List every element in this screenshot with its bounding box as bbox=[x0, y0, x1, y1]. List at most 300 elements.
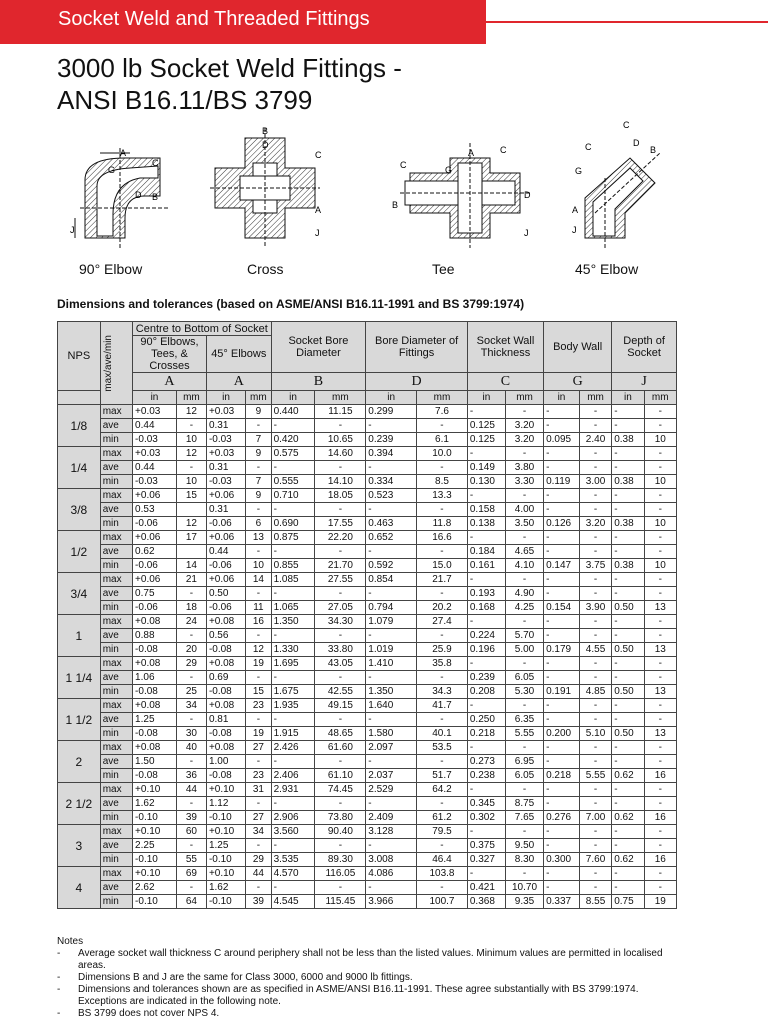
table-cell: 2.097 bbox=[366, 741, 417, 755]
table-cell: - bbox=[366, 419, 417, 433]
table-cell: - bbox=[271, 671, 315, 685]
table-cell: - bbox=[579, 419, 611, 433]
header-unit: in bbox=[271, 391, 315, 405]
row-type-cell: min bbox=[100, 685, 132, 699]
table-cell: 11.15 bbox=[315, 405, 366, 419]
table-cell: - bbox=[505, 615, 543, 629]
table-row bbox=[58, 573, 677, 587]
table-cell: 9 bbox=[246, 447, 271, 461]
table-cell: - bbox=[579, 867, 611, 881]
table-cell: 0.38 bbox=[612, 475, 644, 489]
table-cell: - bbox=[246, 545, 271, 559]
row-type-cell: min bbox=[100, 475, 132, 489]
table-cell: -0.10 bbox=[133, 811, 177, 825]
table-cell: 0.592 bbox=[366, 559, 417, 573]
table-cell: - bbox=[315, 587, 366, 601]
table-cell: 4.545 bbox=[271, 895, 315, 909]
table-cell: - bbox=[612, 447, 644, 461]
table-cell: - bbox=[467, 825, 505, 839]
header-banner bbox=[0, 0, 486, 44]
table-cell: 10.65 bbox=[315, 433, 366, 447]
table-cell: - bbox=[544, 419, 580, 433]
table-cell: 0.75 bbox=[612, 895, 644, 909]
table-row bbox=[58, 825, 677, 839]
table-cell: - bbox=[315, 461, 366, 475]
table-cell: 0.50 bbox=[612, 643, 644, 657]
table-cell: 34.30 bbox=[315, 615, 366, 629]
table-cell: 25 bbox=[176, 685, 206, 699]
table-cell: - bbox=[644, 405, 676, 419]
row-type-cell: min bbox=[100, 727, 132, 741]
table-cell: - bbox=[612, 839, 644, 853]
table-cell: 7.6 bbox=[417, 405, 468, 419]
table-row bbox=[58, 461, 677, 475]
header-letter-a1: A bbox=[133, 373, 207, 391]
table-cell: - bbox=[612, 699, 644, 713]
table-cell: -0.08 bbox=[206, 727, 245, 741]
table-cell: 4.10 bbox=[505, 559, 543, 573]
table-cell: 15 bbox=[176, 489, 206, 503]
table-cell: 39 bbox=[246, 895, 271, 909]
table-cell: - bbox=[505, 573, 543, 587]
table-cell: -0.08 bbox=[133, 643, 177, 657]
table-cell: - bbox=[366, 713, 417, 727]
table-cell: - bbox=[612, 755, 644, 769]
table-cell: - bbox=[644, 839, 676, 853]
table-cell: 1.640 bbox=[366, 699, 417, 713]
table-cell: - bbox=[467, 447, 505, 461]
table-cell: - bbox=[176, 461, 206, 475]
row-type-cell: ave bbox=[100, 545, 132, 559]
header-nps-spacer bbox=[58, 391, 101, 405]
table-cell: 49.15 bbox=[315, 699, 366, 713]
table-cell: 0.125 bbox=[467, 433, 505, 447]
table-cell: - bbox=[579, 461, 611, 475]
label-a-elbow45: A bbox=[572, 205, 579, 215]
table-cell: 24 bbox=[176, 615, 206, 629]
label-d-elbow90: D bbox=[135, 190, 142, 200]
table-cell: 27.55 bbox=[315, 573, 366, 587]
table-row bbox=[58, 797, 677, 811]
table-cell: 39 bbox=[176, 811, 206, 825]
table-cell: 11.8 bbox=[417, 517, 468, 531]
table-cell: 3.008 bbox=[366, 853, 417, 867]
row-type-cell: ave bbox=[100, 419, 132, 433]
table-cell: - bbox=[417, 587, 468, 601]
label-c2-elbow45: C bbox=[585, 142, 592, 152]
table-cell: - bbox=[246, 797, 271, 811]
table-cell: 0.302 bbox=[467, 811, 505, 825]
table-cell: 0.440 bbox=[271, 405, 315, 419]
header-rule bbox=[486, 21, 768, 23]
table-cell: 27 bbox=[246, 811, 271, 825]
table-cell: 0.88 bbox=[133, 629, 177, 643]
label-d-cross: D bbox=[262, 140, 269, 150]
header-unit: in bbox=[366, 391, 417, 405]
table-cell: - bbox=[366, 797, 417, 811]
note-2: Dimensions B and J are the same for Class 3000, 6000 and 9000 lb fittings. bbox=[78, 972, 413, 983]
label-d-tee: D bbox=[524, 190, 531, 200]
table-cell: 51.7 bbox=[417, 769, 468, 783]
table-cell: - bbox=[417, 881, 468, 895]
row-type-cell: max bbox=[100, 657, 132, 671]
table-cell: 1.915 bbox=[271, 727, 315, 741]
table-cell: 3.80 bbox=[505, 461, 543, 475]
table-cell: 0.875 bbox=[271, 531, 315, 545]
caption-tee: Tee bbox=[432, 261, 455, 277]
table-cell: - bbox=[579, 405, 611, 419]
table-cell: - bbox=[579, 755, 611, 769]
label-a-tee: A bbox=[468, 148, 475, 158]
table-cell: 1.065 bbox=[271, 601, 315, 615]
row-type-cell: min bbox=[100, 517, 132, 531]
table-cell: - bbox=[644, 797, 676, 811]
table-row bbox=[58, 587, 677, 601]
table-cell: - bbox=[176, 587, 206, 601]
table-cell: 0.53 bbox=[133, 503, 177, 517]
table-cell: 0.300 bbox=[544, 853, 580, 867]
table-cell: 20 bbox=[176, 643, 206, 657]
table-cell: 0.239 bbox=[467, 671, 505, 685]
table-cell: 1.50 bbox=[133, 755, 177, 769]
table-cell: - bbox=[579, 839, 611, 853]
header-unit: in bbox=[133, 391, 177, 405]
table-cell: 0.154 bbox=[544, 601, 580, 615]
table-cell: 13 bbox=[246, 531, 271, 545]
header-unit: in bbox=[206, 391, 245, 405]
header-maxavemin: max/ave/min bbox=[100, 322, 132, 405]
table-cell: - bbox=[315, 797, 366, 811]
table-cell: - bbox=[505, 783, 543, 797]
table-cell: - bbox=[176, 629, 206, 643]
table-row bbox=[58, 769, 677, 783]
table-cell: 64.2 bbox=[417, 783, 468, 797]
table-cell: 2.906 bbox=[271, 811, 315, 825]
nps-cell: 1 1/4 bbox=[58, 657, 101, 699]
table-cell: 31 bbox=[246, 783, 271, 797]
nps-cell: 1/4 bbox=[58, 447, 101, 489]
table-cell: 1.085 bbox=[271, 573, 315, 587]
table-row bbox=[58, 489, 677, 503]
table-cell: 15 bbox=[246, 685, 271, 699]
table-cell: - bbox=[417, 713, 468, 727]
table-cell: 12 bbox=[176, 517, 206, 531]
table-cell: - bbox=[612, 419, 644, 433]
table-cell: - bbox=[612, 867, 644, 881]
table-cell: 1.62 bbox=[206, 881, 245, 895]
table-cell: -0.08 bbox=[133, 685, 177, 699]
table-cell: - bbox=[644, 699, 676, 713]
table-cell: 0.161 bbox=[467, 559, 505, 573]
label-j-cross: J bbox=[315, 228, 320, 238]
table-row bbox=[58, 783, 677, 797]
header-unit: mm bbox=[417, 391, 468, 405]
table-cell: - bbox=[579, 629, 611, 643]
table-cell: - bbox=[544, 797, 580, 811]
note-3: Dimensions and tolerances shown are as specified in ASME/ANSI B16.11-1991. These agree substantially with BS 3799:1974. Exceptions are indicated in the following note. bbox=[78, 984, 639, 1007]
row-type-cell: min bbox=[100, 853, 132, 867]
table-cell: -0.06 bbox=[206, 559, 245, 573]
header-letter-c: C bbox=[467, 373, 543, 391]
table-cell: 1.06 bbox=[133, 671, 177, 685]
table-row bbox=[58, 517, 677, 531]
table-row bbox=[58, 671, 677, 685]
table-cell: 7 bbox=[246, 433, 271, 447]
label-a-cross: A bbox=[315, 205, 322, 215]
table-cell: - bbox=[612, 741, 644, 755]
table-cell: - bbox=[246, 503, 271, 517]
header-unit: mm bbox=[315, 391, 366, 405]
table-cell: 6.35 bbox=[505, 713, 543, 727]
table-cell: - bbox=[612, 629, 644, 643]
table-cell: 0.50 bbox=[612, 727, 644, 741]
nps-cell: 3/8 bbox=[58, 489, 101, 531]
table-cell: - bbox=[176, 755, 206, 769]
table-cell: 17.55 bbox=[315, 517, 366, 531]
table-cell: 2.406 bbox=[271, 769, 315, 783]
table-cell: - bbox=[467, 489, 505, 503]
table-cell: +0.08 bbox=[133, 615, 177, 629]
table-cell: 61.10 bbox=[315, 769, 366, 783]
table-cell: - bbox=[366, 839, 417, 853]
table-cell: - bbox=[612, 545, 644, 559]
table-cell: +0.03 bbox=[133, 405, 177, 419]
table-cell: - bbox=[579, 741, 611, 755]
label-b-elbow45: B bbox=[650, 145, 657, 155]
table-cell: 2.529 bbox=[366, 783, 417, 797]
header-letter-g: G bbox=[544, 373, 612, 391]
table-cell: 60 bbox=[176, 825, 206, 839]
table-cell: - bbox=[505, 699, 543, 713]
table-cell: 21 bbox=[176, 573, 206, 587]
table-cell: - bbox=[246, 755, 271, 769]
table-cell: 0.238 bbox=[467, 769, 505, 783]
table-cell: - bbox=[246, 671, 271, 685]
table-cell: - bbox=[176, 671, 206, 685]
header-depth: Depth of Socket bbox=[612, 322, 677, 373]
row-type-cell: ave bbox=[100, 461, 132, 475]
table-cell: - bbox=[246, 713, 271, 727]
table-cell: - bbox=[544, 699, 580, 713]
table-cell: 1.330 bbox=[271, 643, 315, 657]
table-cell: - bbox=[544, 867, 580, 881]
row-type-cell: max bbox=[100, 615, 132, 629]
table-row bbox=[58, 755, 677, 769]
table-cell: - bbox=[315, 545, 366, 559]
table-row bbox=[58, 867, 677, 881]
table-cell: - bbox=[644, 447, 676, 461]
table-cell: 6.05 bbox=[505, 769, 543, 783]
table-cell: - bbox=[612, 489, 644, 503]
table-cell: 17 bbox=[176, 531, 206, 545]
row-type-cell: min bbox=[100, 433, 132, 447]
header-letter-b: B bbox=[271, 373, 366, 391]
table-cell: 2.62 bbox=[133, 881, 177, 895]
table-cell: - bbox=[544, 671, 580, 685]
table-cell: 74.45 bbox=[315, 783, 366, 797]
table-cell: -0.06 bbox=[206, 517, 245, 531]
table-cell: 0.095 bbox=[544, 433, 580, 447]
table-cell: - bbox=[417, 629, 468, 643]
table-cell: 0.31 bbox=[206, 503, 245, 517]
table-cell: 0.375 bbox=[467, 839, 505, 853]
table-cell: 0.575 bbox=[271, 447, 315, 461]
table-cell: -0.08 bbox=[206, 769, 245, 783]
table-cell: - bbox=[271, 755, 315, 769]
nps-cell: 3/4 bbox=[58, 573, 101, 615]
table-cell: 10 bbox=[246, 559, 271, 573]
table-cell: 0.50 bbox=[612, 685, 644, 699]
row-type-cell: min bbox=[100, 643, 132, 657]
table-cell: - bbox=[612, 657, 644, 671]
table-cell: - bbox=[544, 629, 580, 643]
label-d-elbow45: D bbox=[633, 138, 640, 148]
table-cell: 5.55 bbox=[579, 769, 611, 783]
table-cell: 0.168 bbox=[467, 601, 505, 615]
table-cell: - bbox=[505, 531, 543, 545]
table-cell: - bbox=[644, 587, 676, 601]
table-cell: - bbox=[467, 531, 505, 545]
header-letter-a2: A bbox=[206, 373, 271, 391]
table-cell: - bbox=[644, 489, 676, 503]
row-type-cell: min bbox=[100, 811, 132, 825]
label-j-elbow90: J bbox=[70, 225, 75, 235]
table-cell: 12 bbox=[246, 643, 271, 657]
table-cell: - bbox=[544, 741, 580, 755]
header-unit: in bbox=[612, 391, 644, 405]
table-cell: 0.62 bbox=[133, 545, 177, 559]
table-cell: - bbox=[246, 839, 271, 853]
table-cell: - bbox=[505, 447, 543, 461]
table-cell: - bbox=[417, 755, 468, 769]
header-centre: Centre to Bottom of Socket bbox=[133, 322, 272, 336]
notes: Notes - Average socket wall thickness C around periphery shall not be less than the listed values. Minimum values are permitted in localised areas. - Dimensions B and J are the same for Class 3000, 6000 and 9000 lb fittings. - Dimensions and tolerances shown are as specified in ASME/ANSI B16.11-1991. These agree substantially with BS 3799:1974. Exceptions are indicated in the following note. - BS 3799 does not cover NPS 4. bbox=[57, 936, 687, 1020]
label-b-elbow90: B bbox=[152, 192, 159, 202]
table-cell: 8.5 bbox=[417, 475, 468, 489]
table-cell: 40 bbox=[176, 741, 206, 755]
label-c-tee: C bbox=[400, 160, 407, 170]
table-cell: - bbox=[544, 531, 580, 545]
table-cell: - bbox=[176, 713, 206, 727]
table-cell: - bbox=[271, 881, 315, 895]
table-cell: +0.08 bbox=[206, 741, 245, 755]
table-cell: 1.410 bbox=[366, 657, 417, 671]
table-cell: - bbox=[176, 419, 206, 433]
table-cell: - bbox=[467, 573, 505, 587]
table-cell: - bbox=[366, 503, 417, 517]
table-cell: 13 bbox=[644, 685, 676, 699]
table-cell: 1.079 bbox=[366, 615, 417, 629]
table-cell: 3.90 bbox=[579, 601, 611, 615]
table-cell: 0.50 bbox=[612, 601, 644, 615]
table-cell: 22.20 bbox=[315, 531, 366, 545]
table-cell: - bbox=[579, 713, 611, 727]
table-cell: - bbox=[644, 657, 676, 671]
table-cell: - bbox=[176, 797, 206, 811]
table-cell: 1.12 bbox=[206, 797, 245, 811]
section-title: Dimensions and tolerances (based on ASME/ANSI B16.11-1991 and BS 3799:1974) bbox=[57, 297, 525, 311]
table-cell: -0.10 bbox=[206, 895, 245, 909]
notes-title: Notes bbox=[57, 936, 84, 947]
table-cell: 12 bbox=[176, 405, 206, 419]
table-cell: 1.675 bbox=[271, 685, 315, 699]
table-cell: - bbox=[417, 545, 468, 559]
table-cell: -0.03 bbox=[133, 475, 177, 489]
table-cell: 0.394 bbox=[366, 447, 417, 461]
table-row bbox=[58, 615, 677, 629]
table-cell: 0.50 bbox=[206, 587, 245, 601]
table-cell: 89.30 bbox=[315, 853, 366, 867]
table-cell bbox=[176, 503, 206, 517]
table-cell: - bbox=[366, 881, 417, 895]
table-cell: - bbox=[644, 867, 676, 881]
table-cell: -0.10 bbox=[133, 853, 177, 867]
table-cell: 14.10 bbox=[315, 475, 366, 489]
table-cell: - bbox=[579, 447, 611, 461]
table-cell: - bbox=[467, 741, 505, 755]
table-cell: - bbox=[366, 629, 417, 643]
table-row bbox=[58, 713, 677, 727]
table-cell: 4.85 bbox=[579, 685, 611, 699]
row-type-cell: max bbox=[100, 867, 132, 881]
table-cell: 0.149 bbox=[467, 461, 505, 475]
table-cell: 0.138 bbox=[467, 517, 505, 531]
table-cell: 0.710 bbox=[271, 489, 315, 503]
table-cell: - bbox=[579, 615, 611, 629]
table-cell: - bbox=[271, 797, 315, 811]
table-cell: 3.20 bbox=[579, 517, 611, 531]
table-cell: - bbox=[644, 615, 676, 629]
table-cell: 0.854 bbox=[366, 573, 417, 587]
table-cell: -0.10 bbox=[133, 895, 177, 909]
table-cell: 3.50 bbox=[505, 517, 543, 531]
row-type-cell: ave bbox=[100, 881, 132, 895]
table-cell: 16 bbox=[246, 615, 271, 629]
table-cell: - bbox=[579, 545, 611, 559]
table-cell: - bbox=[315, 503, 366, 517]
table-cell: - bbox=[271, 545, 315, 559]
label-j-elbow45: J bbox=[572, 225, 577, 235]
table-cell: - bbox=[366, 545, 417, 559]
table-cell: +0.06 bbox=[206, 531, 245, 545]
header-elbows45: 45° Elbows bbox=[206, 336, 271, 373]
table-cell: - bbox=[544, 615, 580, 629]
table-cell: 5.10 bbox=[579, 727, 611, 741]
table-cell: - bbox=[544, 755, 580, 769]
table-cell: 7.60 bbox=[579, 853, 611, 867]
table-cell: 3.128 bbox=[366, 825, 417, 839]
table-cell: 8.55 bbox=[579, 895, 611, 909]
table-cell: 0.125 bbox=[467, 419, 505, 433]
table-cell: 23 bbox=[246, 699, 271, 713]
table-cell: 0.523 bbox=[366, 489, 417, 503]
table-cell: 21.70 bbox=[315, 559, 366, 573]
table-cell: 1.350 bbox=[271, 615, 315, 629]
table-cell: +0.10 bbox=[206, 783, 245, 797]
table-cell: +0.03 bbox=[133, 447, 177, 461]
table-cell: - bbox=[612, 587, 644, 601]
table-cell: - bbox=[505, 657, 543, 671]
header-elbows90: 90° Elbows, Tees, & Crosses bbox=[133, 336, 207, 373]
table-cell: - bbox=[315, 755, 366, 769]
nps-cell: 2 1/2 bbox=[58, 783, 101, 825]
table-cell: 0.218 bbox=[467, 727, 505, 741]
table-cell: 16 bbox=[644, 811, 676, 825]
table-cell: - bbox=[544, 839, 580, 853]
table-cell: 73.80 bbox=[315, 811, 366, 825]
table-cell: 0.368 bbox=[467, 895, 505, 909]
table-cell: 16 bbox=[644, 769, 676, 783]
